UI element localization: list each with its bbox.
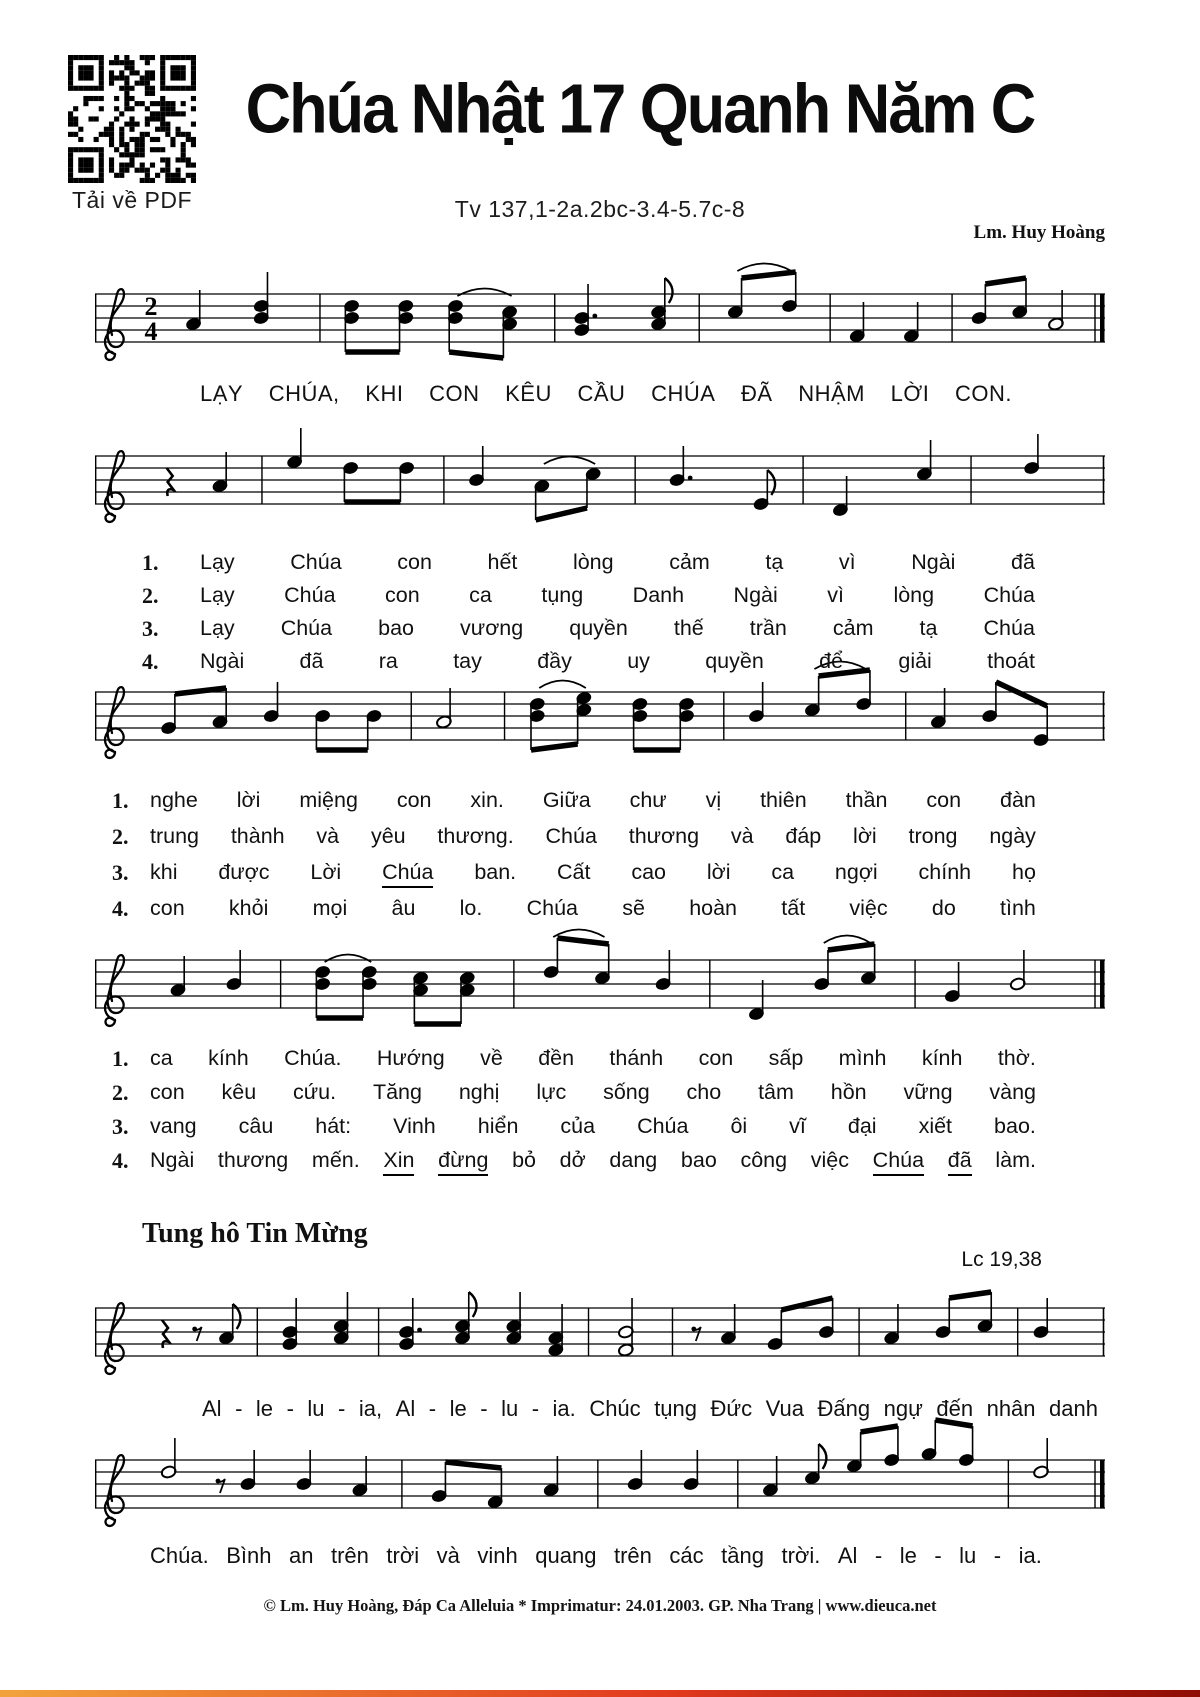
verse-line <box>112 788 1036 824</box>
lyric-word: - <box>286 1396 294 1421</box>
lyric-word: đã <box>1011 550 1035 574</box>
lyric-word: Hướng <box>376 1046 445 1070</box>
lyric-word: nghe <box>150 788 198 812</box>
lyric-word: CHÚA, <box>268 381 340 406</box>
lyric-word: yêu <box>370 824 406 848</box>
verse-line <box>112 1080 1036 1114</box>
verse-number: 3. <box>112 860 129 885</box>
composer-credit: Lm. Huy Hoàng <box>973 222 1105 243</box>
lyric-word: trời <box>386 1543 420 1568</box>
lyric-word: bao <box>680 1148 717 1172</box>
lyric-word: Lời <box>310 860 342 884</box>
lyric-word: Chúa <box>280 616 333 640</box>
lyric-word: xin. <box>470 788 504 812</box>
lyric-word: thần <box>845 788 888 812</box>
verse-line <box>142 649 1035 682</box>
lyric-word: khỏi <box>228 896 269 920</box>
lyric-word: việc <box>810 1148 849 1172</box>
svg-text:2: 2 <box>144 292 158 321</box>
copyright-footer: © Lm. Huy Hoàng, Đáp Ca Alleluia * Imprimatur: 24.01.2003. GP. Nha Trang | www.dieuca.net <box>263 1596 937 1615</box>
lyric-word: cảm <box>669 550 710 574</box>
lyric-word: LẠY <box>200 381 244 406</box>
lyric-word: trên <box>330 1543 369 1568</box>
lyric-word: thương <box>628 824 700 848</box>
verse-number: 4. <box>112 1148 129 1173</box>
svg-text:4: 4 <box>144 317 158 346</box>
lyric-word: Giữa <box>542 788 591 812</box>
lyric-word: con <box>397 550 432 574</box>
lyric-word: danh <box>1049 1396 1098 1421</box>
lyric-word: Chúa. <box>284 1046 342 1070</box>
lyric-word: các <box>669 1543 704 1568</box>
lyric-word: đáp <box>785 824 822 848</box>
lyric-word: và <box>316 824 340 848</box>
lyric-word: Chúa <box>382 860 433 888</box>
lyric-word: hát: <box>315 1114 352 1138</box>
lyric-word: LỜI <box>890 381 930 406</box>
lyric-word: thờ. <box>997 1046 1036 1070</box>
lyric-word: Chúa <box>983 583 1035 607</box>
download-pdf-link[interactable]: Tải về PDF <box>71 187 193 213</box>
lyric-word: Chúa <box>284 583 336 607</box>
lyric-word: ia, <box>358 1396 383 1421</box>
lyric-word: Bình <box>226 1543 272 1568</box>
lyric-word: việc <box>849 896 888 920</box>
lyric-word: cứu. <box>293 1080 337 1104</box>
lyric-word: kính <box>921 1046 963 1070</box>
lyric-word: lo. <box>459 896 483 920</box>
refrain-lyrics <box>200 381 1012 407</box>
gospel-reference: Lc 19,38 <box>961 1248 1042 1271</box>
lyric-word: quang <box>535 1543 597 1568</box>
lyric-word: Al <box>395 1396 416 1421</box>
lyric-word: đàn <box>1000 788 1036 812</box>
lyric-word: chính <box>918 860 972 884</box>
lyric-word: - <box>338 1396 346 1421</box>
staff-system-refrain-staff <box>95 262 1105 394</box>
lyric-word: đã <box>299 649 324 673</box>
lyric-word: Đức <box>710 1396 753 1421</box>
lyric-word: tạ <box>919 616 938 640</box>
lyric-word: an <box>288 1543 314 1568</box>
lyric-word: đừng <box>438 1148 488 1176</box>
lyric-word: trung <box>150 824 200 848</box>
lyric-word: Chúa <box>545 824 597 848</box>
lyric-word: đại <box>847 1114 877 1138</box>
lyric-word: tạ <box>765 550 784 574</box>
lyric-word: của <box>560 1114 596 1138</box>
lyric-word: ngày <box>989 824 1036 848</box>
lyric-word: và <box>436 1543 460 1568</box>
lyric-word: Vinh <box>393 1114 436 1138</box>
lyric-word: được <box>218 860 270 884</box>
lyric-word: ia. <box>552 1396 576 1421</box>
lyric-word: Lạy <box>200 583 235 607</box>
lyric-word: dở <box>559 1148 586 1172</box>
lyric-word: thiên <box>760 788 807 812</box>
lyric-word: - <box>993 1543 1002 1568</box>
lyric-word: - <box>874 1543 883 1568</box>
verse-number: 1. <box>112 1046 129 1071</box>
verse-number: 2. <box>142 583 159 608</box>
lyric-word: vì <box>838 550 856 574</box>
lyric-word: ca <box>469 583 492 607</box>
alleluia-lyrics-line2 <box>150 1543 1042 1569</box>
lyric-word: CHÚA <box>651 381 716 406</box>
lyric-word: quyền <box>705 649 764 673</box>
lyric-word: hồn <box>830 1080 867 1104</box>
lyric-word: khi <box>150 860 178 884</box>
verse-line <box>112 824 1036 860</box>
lyric-word: vì <box>827 583 844 607</box>
staff-system-verse-staff-1 <box>95 428 1105 538</box>
lyric-word: con <box>150 896 185 920</box>
lyric-word: hết <box>487 550 518 574</box>
lyric-word: Al <box>837 1543 858 1568</box>
verse-number: 2. <box>112 824 129 849</box>
lyric-word: lời <box>706 860 731 884</box>
lyric-word: hoàn <box>689 896 738 920</box>
lyric-word: tầng <box>721 1543 764 1568</box>
lyric-word: ĐÃ <box>741 381 773 406</box>
lyric-word: le <box>449 1396 467 1421</box>
lyric-word: công <box>740 1148 788 1172</box>
verse-line <box>142 583 1035 616</box>
lyric-word: thánh <box>609 1046 664 1070</box>
lyric-word: đến <box>936 1396 974 1421</box>
lyric-word: vĩ <box>789 1114 806 1138</box>
lyric-word: lời <box>853 824 877 848</box>
lyric-word: ca <box>150 1046 173 1070</box>
lyric-word: vững <box>903 1080 953 1104</box>
verse-line <box>112 1114 1036 1148</box>
lyric-word: NHẬM <box>798 381 866 406</box>
lyric-word: đã <box>948 1148 972 1176</box>
lyric-word: Chúc <box>589 1396 641 1421</box>
lyric-word: vị <box>705 788 722 812</box>
lyric-word: làm. <box>995 1148 1036 1172</box>
lyric-word: đầy <box>537 649 572 673</box>
verse-line <box>112 1046 1036 1080</box>
lyric-word: con <box>926 788 962 812</box>
lyric-word: nhân <box>986 1396 1036 1421</box>
lyric-word: âu <box>391 896 416 920</box>
lyric-word: - <box>934 1543 942 1568</box>
verse-number: 4. <box>142 649 159 674</box>
lyric-word: ra <box>378 649 398 673</box>
lyric-word: chư <box>629 788 667 812</box>
lyric-word: con <box>385 583 420 607</box>
staff-system-alleluia-staff-2 <box>95 1430 1105 1542</box>
lyric-word: lu <box>959 1543 977 1568</box>
lyric-word: CẦU <box>577 381 626 406</box>
verse-block-2 <box>112 788 1036 932</box>
lyric-word: tình <box>1000 896 1036 920</box>
lyric-word: lòng <box>893 583 935 607</box>
lyric-word: thế <box>673 616 704 640</box>
lyric-word: trong <box>908 824 958 848</box>
lyric-word: để <box>819 649 844 673</box>
staff-system-alleluia-staff-1 <box>95 1278 1105 1390</box>
lyric-word: trần <box>749 616 787 640</box>
page-title: Chúa Nhật 17 Quanh Năm C <box>245 71 1035 149</box>
lyric-word: tất <box>781 896 806 920</box>
verse-number: 1. <box>112 788 129 813</box>
lyric-word: lòng <box>572 550 614 574</box>
lyric-word: KÊU <box>505 381 552 406</box>
lyric-word: vinh <box>477 1543 518 1568</box>
lyric-word: con <box>698 1046 734 1070</box>
alleluia-lyrics-line1 <box>202 1396 1098 1422</box>
lyric-word: Tăng <box>372 1080 422 1104</box>
lyric-word: thương <box>217 1148 289 1172</box>
lyric-word: Đấng <box>817 1396 871 1421</box>
lyric-word: Xin <box>383 1148 414 1176</box>
lyric-word: và <box>730 824 754 848</box>
lyric-word: lời <box>236 788 261 812</box>
verse-number: 1. <box>142 550 159 575</box>
lyric-word: Chúa. <box>150 1543 209 1568</box>
lyric-word: KHI <box>365 381 404 406</box>
lyric-word: bao <box>378 616 415 640</box>
lyric-word: con <box>150 1080 185 1104</box>
verse-block-3 <box>112 1046 1036 1182</box>
psalm-reference: Tv 137,1-2a.2bc-3.4-5.7c-8 <box>454 196 746 222</box>
gospel-acclamation-heading: Tung hô Tin Mừng <box>142 1218 368 1249</box>
lyric-word: CON <box>429 381 480 406</box>
lyric-word: trên <box>613 1543 652 1568</box>
lyric-word: - <box>531 1396 540 1421</box>
lyric-word: đền <box>538 1046 575 1070</box>
lyric-word: họ <box>1012 860 1036 884</box>
lyric-word: do <box>931 896 956 920</box>
verse-line <box>112 896 1036 932</box>
lyric-word: cảm <box>832 616 874 640</box>
lyric-word: cao <box>631 860 666 884</box>
lyric-word: giải <box>898 649 932 673</box>
lyric-word: mọi <box>312 896 348 920</box>
lyric-word: cho <box>686 1080 722 1104</box>
lyric-word: thành <box>230 824 285 848</box>
lyric-word: vương <box>460 616 524 640</box>
lyric-word: CON. <box>954 381 1012 406</box>
lyric-word: ngợi <box>834 860 878 884</box>
lyric-word: ca <box>771 860 795 884</box>
staff-system-verse-staff-3 <box>95 928 1105 1040</box>
verse-number: 3. <box>112 1114 129 1139</box>
lyric-word: câu <box>238 1114 274 1138</box>
lyric-word: - <box>480 1396 488 1421</box>
lyric-word: Vua <box>765 1396 804 1421</box>
lyric-word: Ngài <box>733 583 778 607</box>
lyric-word: sống <box>603 1080 650 1104</box>
lyric-word: sẽ <box>622 896 645 920</box>
lyric-word: lu <box>501 1396 519 1421</box>
lyric-word: - <box>235 1396 243 1421</box>
lyric-word: sấp <box>768 1046 804 1070</box>
lyric-word: le <box>899 1543 917 1568</box>
lyric-word: ia. <box>1018 1543 1042 1568</box>
lyric-word: tụng <box>654 1396 698 1421</box>
bottom-gradient-bar <box>0 1690 1200 1697</box>
lyric-word: ban. <box>474 860 517 884</box>
lyric-word: Cất <box>557 860 591 884</box>
lyric-word: Chúa <box>873 1148 924 1176</box>
lyric-word: kính <box>208 1046 249 1070</box>
lyric-word: Chúa <box>983 616 1035 640</box>
verse-number: 3. <box>142 616 159 641</box>
lyric-word: Lạy <box>200 550 235 574</box>
lyric-word: thoát <box>987 649 1035 673</box>
lyric-word: le <box>255 1396 274 1421</box>
lyric-word: kêu <box>221 1080 257 1104</box>
lyric-word: ôi <box>730 1114 748 1138</box>
lyric-word: Ngài <box>200 649 245 673</box>
lyric-word: hiển <box>477 1114 519 1138</box>
verse-block-1 <box>142 550 1035 682</box>
lyric-word: tay <box>453 649 482 673</box>
lyric-word: ngự <box>883 1396 923 1421</box>
lyric-word: tụng <box>541 583 584 607</box>
lyric-word: Chúa <box>290 550 342 574</box>
lyric-word: - <box>428 1396 437 1421</box>
verse-number: 2. <box>112 1080 129 1105</box>
lyric-word: vàng <box>989 1080 1036 1104</box>
lyric-word: mình <box>838 1046 887 1070</box>
lyric-word: Al <box>202 1396 222 1421</box>
lyric-word: vang <box>150 1114 197 1138</box>
lyric-word: tâm <box>758 1080 794 1104</box>
lyric-word: xiết <box>918 1114 953 1138</box>
lyric-word: bỏ <box>512 1148 536 1172</box>
lyric-word: về <box>480 1046 503 1070</box>
lyric-word: Lạy <box>200 616 235 640</box>
verse-line <box>112 860 1036 896</box>
verse-line <box>142 616 1035 649</box>
lyric-word: uy <box>627 649 650 673</box>
lyric-word: miệng <box>299 788 358 812</box>
lyric-word: con <box>396 788 432 812</box>
lyric-word: mến. <box>311 1148 360 1172</box>
lyric-word: lực <box>536 1080 567 1104</box>
lyric-word: bao. <box>994 1114 1036 1138</box>
lyric-word: Chúa <box>637 1114 689 1138</box>
lyric-word: Danh <box>632 583 685 607</box>
lyric-word: lu <box>307 1396 325 1421</box>
verse-number: 4. <box>112 896 129 921</box>
lyric-word: Ngài <box>911 550 956 574</box>
lyric-word: dang <box>609 1148 658 1172</box>
verse-line <box>112 1148 1036 1182</box>
lyric-word: trời. <box>781 1543 821 1568</box>
lyric-word: Chúa <box>526 896 578 920</box>
lyric-word: nghị <box>458 1080 500 1104</box>
lyric-word: Ngài <box>150 1148 195 1172</box>
verse-line <box>142 550 1035 583</box>
lyric-word: quyền <box>569 616 628 640</box>
lyric-word: thương. <box>437 824 514 848</box>
